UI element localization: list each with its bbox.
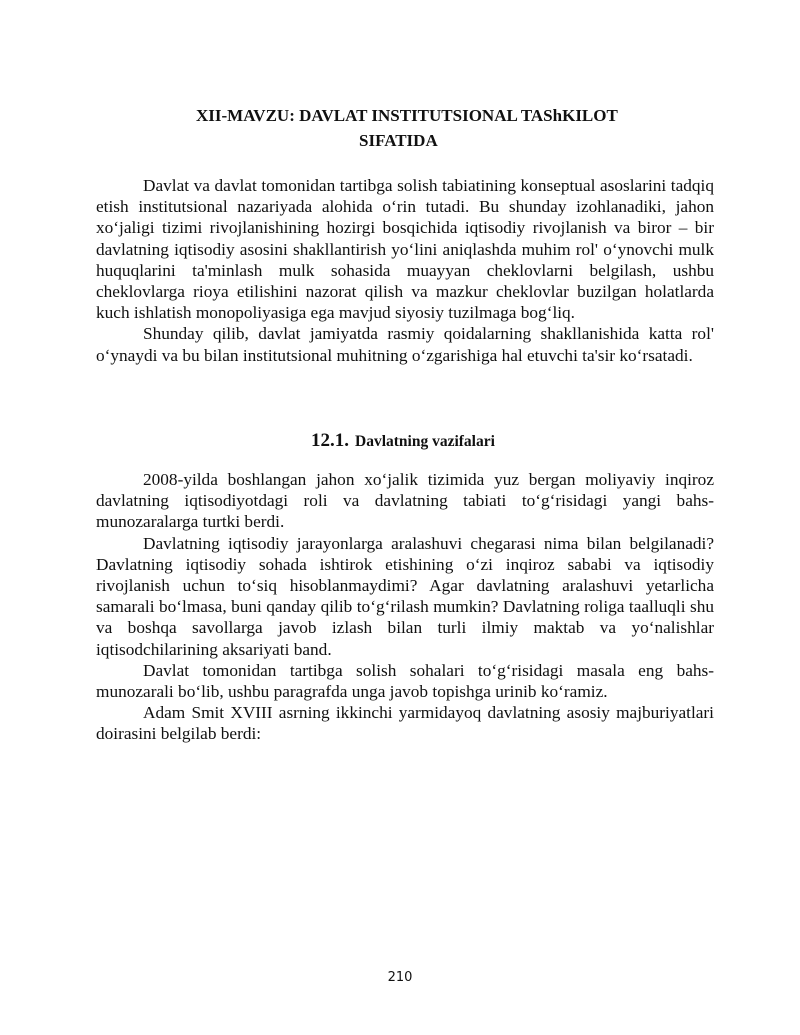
section-heading — [0, 426, 800, 453]
intro-text — [96, 175, 714, 366]
intro-paragraph: Shunday qilib, davlat jamiyatda rasmiy qoidalarning shakllanishida katta rol' o‘ynaydi va bu bilan institutsional muhitning o‘zgarishiga hal etuvchi ta'sir ko‘rsatadi. — [96, 324, 714, 365]
section-title: Davlatning vazifalari — [355, 433, 495, 450]
page-number: 210 — [387, 970, 413, 985]
section-number: 12.1. — [311, 430, 349, 451]
intro-paragraph: Davlat va davlat tomonidan tartibga solish tabiatining konseptual asoslarini tadqiq etish institutsional nazariyada alohida o‘rin tutadi. Bu shunday izohlanadiki, jahon xo‘jaligi tizimi rivojlanishining hozirgi bosqichida iqtisodiy rivojlanish va biror – bir davlatning iqtisodiy asosini shakllantirish yo‘lini aniqlashda muhim rol' o‘ynovchi mulk huquqlarini ta'minlash mulk sohasida muayyan cheklovlarni belgilash, ushbu cheklovlarga rioya etilishini nazorat qilish va mazkur cheklovlar buzilgan holatlarda kuch ishlatish monopoliyasiga ega mavjud siyosiy tuzilmaga bog‘liq. — [96, 176, 714, 323]
section-text — [96, 469, 714, 745]
section-paragraph: 2008-yilda boshlangan jahon xo‘jalik tizimida yuz bergan moliyaviy inqiroz davlatning iqtisodiyotdagi roli va davlatning tabiati to‘g‘risidagi yangi bahs-munozaralarga turtki berdi. — [96, 470, 714, 532]
section-paragraph: Davlatning iqtisodiy jarayonlarga aralashuvi chegarasi nima bilan belgilanadi? Davlatning iqtisodiy sohada ishtirok etishining o‘zi inqiroz sababi va iqtisodiy rivojlanish uchun to‘siq hisoblanmaydimi? Agar davlatning aralashuvi yetarlicha samarali bo‘lmasa, buni qanday qilib to‘g‘rilash mumkin? Davlatning roliga taalluqli shu va boshqa savollarga javob izlash bilan turli ilmiy maktab va yo‘nalishlar iqtisodchilarining aksariyati band. — [96, 533, 714, 659]
chapter-title-line-1: XII-MAVZU: DAVLAT INSTITUTSIONAL TAShKILOT — [196, 106, 618, 125]
chapter-title-line-2: SIFATIDA — [359, 131, 438, 150]
section-paragraph: Davlat tomonidan tartibga solish sohalari to‘g‘risidagi masala eng bahs-munozarali bo‘lib, ushbu paragrafda unga javob topishga urinib ko‘ramiz. — [96, 660, 714, 702]
section-paragraph: Adam Smit XVIII asrning ikkinchi yarmidayoq davlatning asosiy majburiyatlari doirasini belgilab berdi: — [96, 703, 714, 744]
